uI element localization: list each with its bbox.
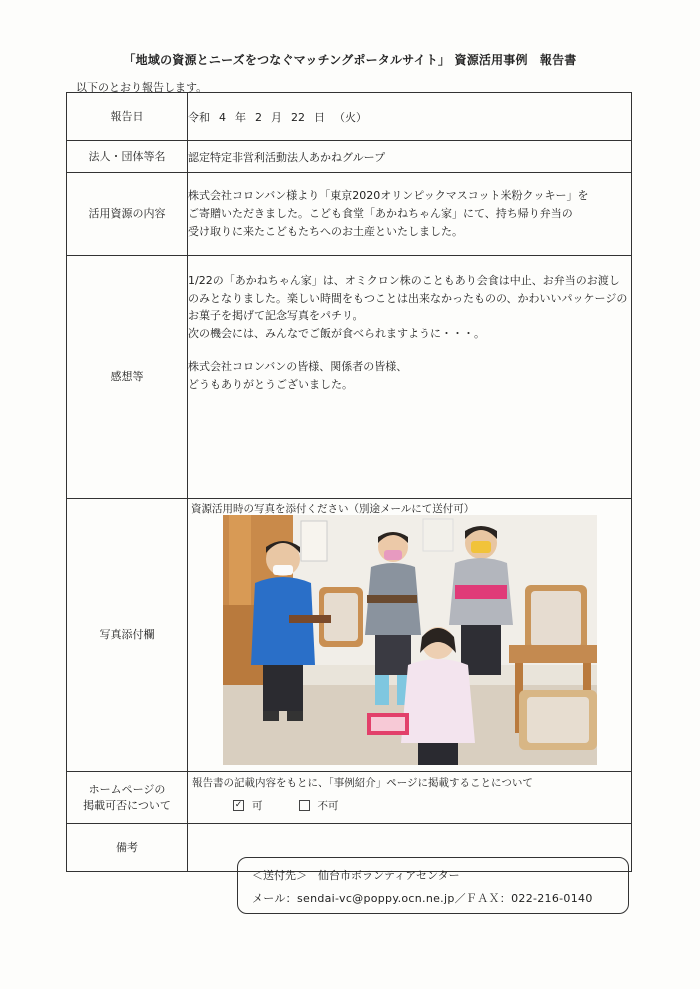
homepage-value <box>188 772 632 824</box>
date-row <box>67 93 632 141</box>
date-value <box>188 93 632 141</box>
impressions-label: 感想等 <box>67 256 188 499</box>
homepage-label-line1: ホームページの <box>88 782 166 796</box>
photo-illustration <box>223 515 597 765</box>
photo-cell <box>188 499 632 772</box>
photo-caption: 資源活用時の写真を添付ください（別途メールにて送付可） <box>191 503 475 515</box>
option-no-label: 不可 <box>317 800 339 812</box>
date-era: 令和 <box>188 110 210 124</box>
option-yes-label: 可 <box>252 800 263 812</box>
organization-label: 法人・団体等名 <box>67 141 188 173</box>
date-month-unit: 月 <box>271 110 282 124</box>
date-label: 報告日 <box>67 93 188 141</box>
resource-line: 受け取りに来たこどもたちへのお土産といたしました。 <box>188 225 463 238</box>
children-photo <box>223 515 597 765</box>
date-weekday: （火） <box>334 110 367 124</box>
homepage-question: 報告書の記載内容をもとに、「事例紹介」ページに掲載することについて <box>192 777 533 789</box>
organization-value: 認定特定非営利活動法人あかねグループ <box>188 141 632 173</box>
homepage-options <box>233 798 631 813</box>
resource-row <box>67 173 632 256</box>
homepage-row <box>67 772 632 824</box>
impressions-line: 次の機会には、みんなでご飯が食べられますように・・・。 <box>188 326 485 340</box>
checkbox-no[interactable] <box>299 800 310 811</box>
checkbox-yes[interactable]: ✓ <box>234 800 243 810</box>
impressions-closing-line: どうもありがとうございました。 <box>188 377 353 391</box>
photo-row <box>67 499 632 772</box>
report-table <box>66 92 632 872</box>
option-no[interactable] <box>299 798 339 813</box>
photo-label: 写真添付欄 <box>67 499 188 772</box>
resource-line: 株式会社コロンバン様より「東京2020オリンピックマスコット米粉クッキー」を <box>188 189 589 202</box>
impressions-value <box>188 256 632 499</box>
date-year: 4 <box>219 110 226 124</box>
organization-row <box>67 141 632 173</box>
resource-line: ご寄贈いただきました。こども食堂「あかねちゃん家」にて、持ち帰り弁当の <box>188 207 573 220</box>
impressions-line: 1/22の「あかねちゃん家」は、オミクロン株のこともあり会食は中止、お弁当のお渡し <box>188 274 620 287</box>
send-to-contact: メール：sendai-vc@poppy.ocn.ne.jp／ＦＡＸ：022-216-0140 <box>252 892 593 905</box>
impressions-closing-line: 株式会社コロンバンの皆様、関係者の皆様、 <box>188 360 408 373</box>
impressions-line: のみとなりました。楽しい時間をもつことは出来なかったものの、かわいいパッケージの <box>188 291 628 305</box>
report-title: 「地域の資源とニーズをつなぐマッチングポータルサイト」 資源活用事例 報告書 <box>123 53 577 67</box>
impressions-line: お菓子を掲げて記念写真をパチリ。 <box>188 309 364 322</box>
option-yes[interactable] <box>233 798 263 813</box>
homepage-label <box>67 772 188 824</box>
resource-label: 活用資源の内容 <box>67 173 188 256</box>
impressions-row <box>67 256 632 499</box>
homepage-label-line2: 掲載可否について <box>83 798 171 812</box>
send-to-box <box>237 857 629 914</box>
date-day-unit: 日 <box>314 110 325 124</box>
resource-value <box>188 173 632 256</box>
date-month: 2 <box>255 110 262 124</box>
intro-text: 以下のとおり報告します。 <box>76 81 208 94</box>
date-year-unit: 年 <box>235 110 246 124</box>
notes-label: 備考 <box>67 824 188 872</box>
date-day: 22 <box>291 110 305 124</box>
send-to-line1: ＜送付先＞ 仙台市ボランティアセンター <box>252 869 460 882</box>
